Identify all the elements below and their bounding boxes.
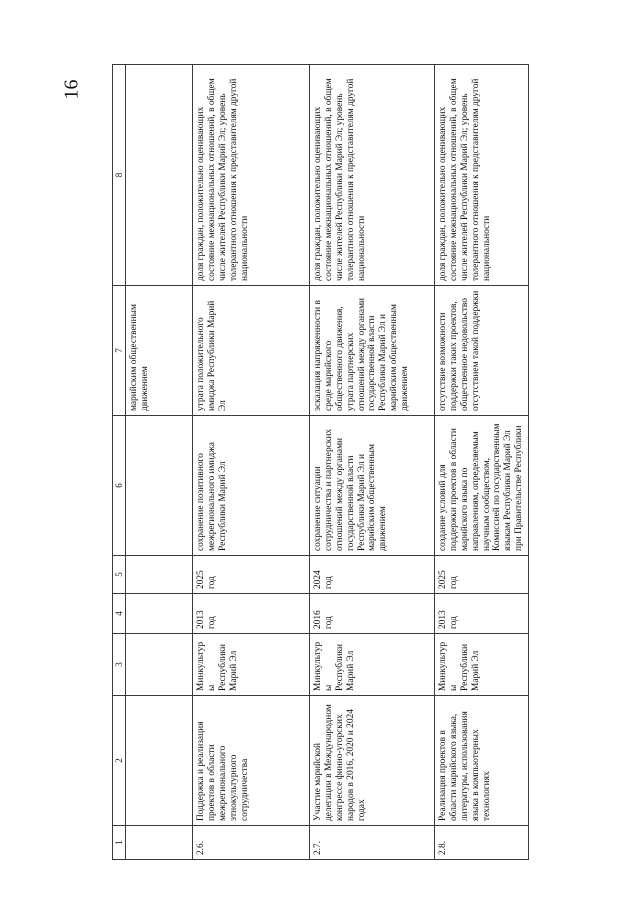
column-number: 5 bbox=[113, 556, 126, 594]
measure-name: Реализация проектов в области марийского языка, литературы, использования языка в компьютерных технологиях bbox=[435, 696, 529, 826]
end-year: 2024 год bbox=[310, 556, 435, 594]
program-table bbox=[112, 64, 529, 860]
risk-cell: эскалация напряженности в среде марийского общественного движения, утрата партнерских отношений между органами государственной власти Республики Марий Эл и марийским общественным движением bbox=[310, 286, 435, 416]
expected-result: сохранение позитивного межрегионального имиджа Республики Марий Эл bbox=[193, 416, 310, 556]
row-number: 2.6. bbox=[193, 826, 310, 860]
column-number: 7 bbox=[113, 286, 126, 416]
table-row bbox=[310, 65, 435, 860]
column-number: 2 bbox=[113, 696, 126, 826]
expected-result: создание условий для поддержки проектов в области марийского языка по направлениям, определяемым научным сообществом, Комиссией по государственным языкам Республики Марий Эл при Правительстве Республики bbox=[435, 416, 529, 556]
column-number-header-row bbox=[113, 65, 126, 860]
risk-cell: отсутствие возможности поддержки таких проектов, общественное недовольство отсутствием такой поддержки bbox=[435, 286, 529, 416]
start-year: 2016 год bbox=[310, 594, 435, 634]
column-number: 8 bbox=[113, 65, 126, 286]
page-number: 16 bbox=[60, 79, 83, 100]
start-year: 2013 год bbox=[193, 594, 310, 634]
table-cell bbox=[126, 65, 193, 286]
indicator-cell: доля граждан, положительно оценивающих состояние межнациональных отношений, в общем числе жителей Республики Марий Эл; уровень толерантного отношения к представителям другой национальности bbox=[193, 65, 310, 286]
end-year: 2025 год bbox=[193, 556, 310, 594]
table-cell bbox=[126, 556, 193, 594]
indicator-cell: доля граждан, положительно оценивающих состояние межнациональных отношений, в общем числе жителей Республики Марий Эл; уровень толерантного отношения к представителям другой национальности bbox=[435, 65, 529, 286]
end-year: 2025 год bbox=[435, 556, 529, 594]
column-number: 3 bbox=[113, 634, 126, 696]
table-row bbox=[435, 65, 529, 860]
table-cell bbox=[126, 634, 193, 696]
column-number: 1 bbox=[113, 826, 126, 860]
row-number: 2.7. bbox=[310, 826, 435, 860]
start-year: 2013 год bbox=[435, 594, 529, 634]
column-number: 4 bbox=[113, 594, 126, 634]
measure-name: Участие марийской делегации в Международном конгрессе финно-угорских народов в 2016, 2020 и 2024 годах bbox=[310, 696, 435, 826]
rotated-table-wrapper bbox=[112, 65, 525, 860]
continuation-row bbox=[126, 65, 193, 860]
risk-cell: утрата положительного имиджа Республики Марий Эл bbox=[193, 286, 310, 416]
column-number: 6 bbox=[113, 416, 126, 556]
executor: Минкультуры Республики Марий Эл bbox=[193, 634, 310, 696]
row-number: 2.8. bbox=[435, 826, 529, 860]
risk-cell: марийским общественным движением bbox=[126, 286, 193, 416]
indicator-cell: доля граждан, положительно оценивающих состояние межнациональных отношений, в общем числе жителей Республики Марий Эл; уровень толерантного отношения к представителям другой национальности bbox=[310, 65, 435, 286]
expected-result: сохранение ситуации сотрудничества и партнерских отношений между органами государственной власти Республики Марий Эл и марийским общественным движением bbox=[310, 416, 435, 556]
table-cell bbox=[126, 696, 193, 826]
table-cell bbox=[126, 594, 193, 634]
table-cell bbox=[126, 826, 193, 860]
executor: Минкультуры Республики Марий Эл bbox=[435, 634, 529, 696]
table-row bbox=[193, 65, 310, 860]
executor: Минкультуры Республики Марий Эл bbox=[310, 634, 435, 696]
table-cell bbox=[126, 416, 193, 556]
measure-name: Поддержка и реализация проектов в области межрегионального этнокультурного сотрудничества bbox=[193, 696, 310, 826]
